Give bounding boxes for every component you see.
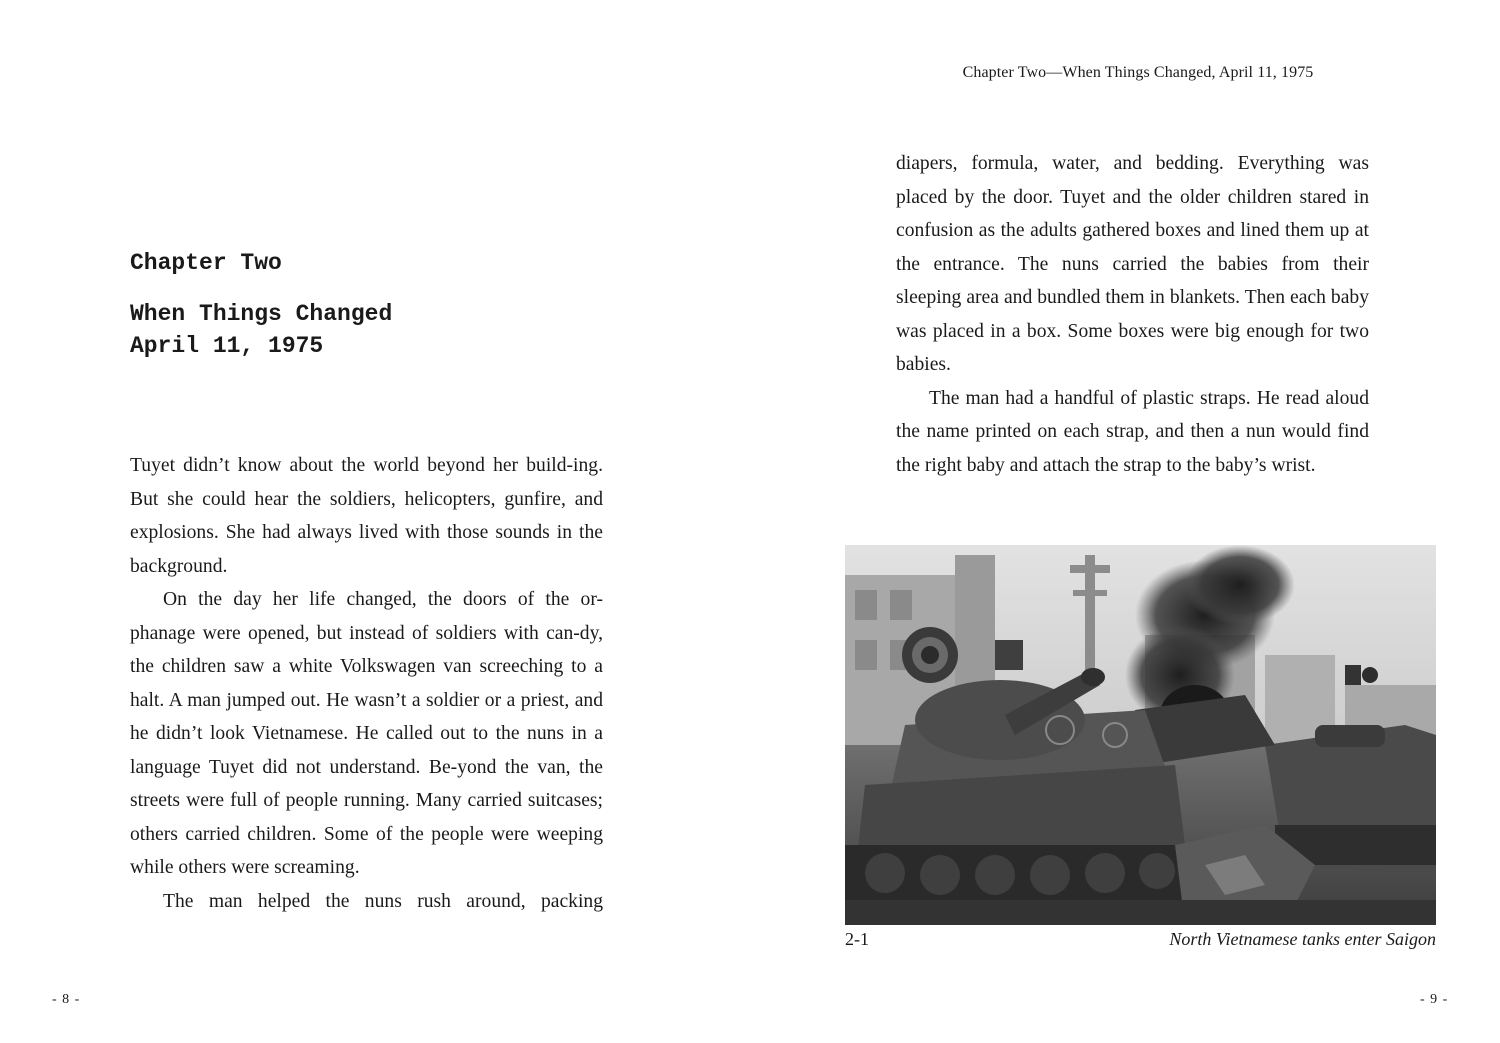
paragraph: The man helped the nuns rush around, packing	[163, 890, 603, 912]
paragraph: diapers, formula, water, and bedding. Everything was placed by the door. Tuyet and the older children stared in confusion as the adults gathered boxes and lined them up at the entrance. The nuns carried the babies from their sleeping area and bundled them in blankets. Then each baby was placed in a box. Some boxes were big enough for two babies.	[896, 153, 1369, 375]
page-number: - 9 -	[1420, 992, 1449, 1007]
running-head: Chapter Two—When Things Changed, April 11, 1975	[962, 64, 1314, 81]
tanks-photo	[845, 545, 1436, 925]
chapter-title-line-1: When Things Changed	[130, 301, 393, 327]
page-number: - 8 -	[52, 992, 81, 1007]
paragraph: Tuyet didn’t know about the world beyond her build-ing. But she could hear the soldiers, helicopters, gunfire, and explosions. She had always lived with those sounds in the background.	[130, 455, 603, 577]
left-body-text	[130, 449, 603, 918]
paragraph: The man had a handful of plastic straps. He read aloud the name printed on each strap, and then a nun would find the right baby and attach the strap to the baby’s wrist.	[896, 387, 1369, 476]
chapter-title-line-2: April 11, 1975	[130, 333, 324, 359]
figure-number: 2-1	[845, 929, 869, 949]
chapter-title	[130, 298, 392, 362]
paragraph: On the day her life changed, the doors of the or-phanage were opened, but instead of soldiers with can-dy, the children saw a white Volkswagen van screeching to a halt. A man jumped out. He wasn’t a soldier or a priest, and he didn’t look Vietnamese. He called out to the nuns in a language Tuyet did not understand. Be-yond the van, the streets were full of people running. Many carried suitcases; others carried children. Some of the people were weeping while others were screaming.	[130, 589, 603, 878]
right-body-text	[896, 147, 1369, 482]
chapter-label: Chapter Two	[130, 250, 282, 276]
right-page	[750, 0, 1500, 1043]
figure-caption: North Vietnamese tanks enter Saigon	[1169, 929, 1436, 949]
